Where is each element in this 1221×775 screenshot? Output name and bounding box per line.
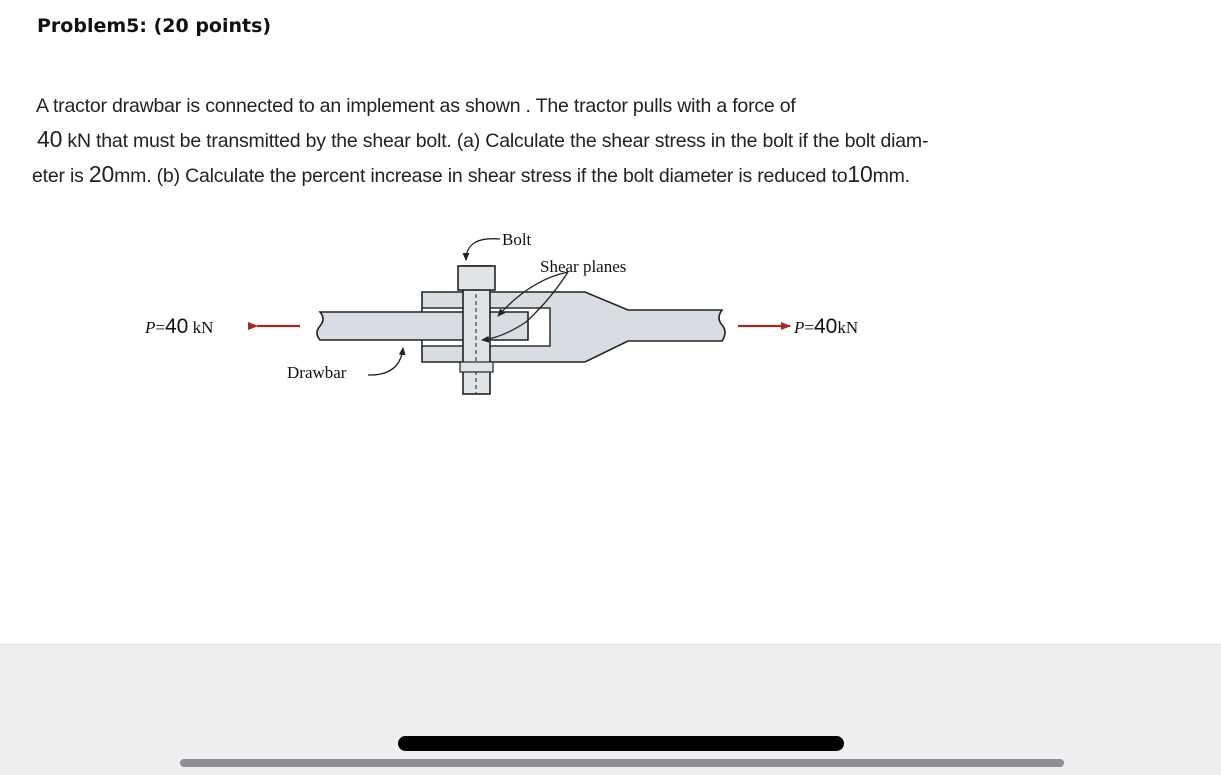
statement-line-3-c: mm. — [872, 165, 910, 187]
diameter-value-1: 20 — [88, 161, 115, 187]
right-force-label: P=40kN — [794, 315, 859, 338]
statement-line-1: A tractor drawbar is connected to an implement as shown . The tractor pulls with a force of — [36, 95, 796, 117]
horizontal-scrollbar[interactable] — [180, 759, 1064, 767]
problem-title: Problem5: (20 points) — [37, 15, 272, 37]
statement-line-3 — [32, 158, 1156, 193]
drawbar-figure — [130, 222, 910, 407]
statement-line-3-a: eter is — [32, 165, 89, 187]
left-force-label: P=40 kN — [145, 315, 214, 338]
shear-planes-label: Shear planes — [540, 257, 627, 276]
statement-line-3-b: mm. (b) Calculate the percent increase in shear stress if the bolt diameter is reduced to — [114, 165, 848, 187]
statement-line-2-text: kN that must be transmitted by the shear bolt. (a) Calculate the shear stress in the bolt if the bolt diam- — [62, 130, 929, 152]
problem-statement — [32, 90, 1156, 193]
force-value: 40 — [37, 126, 63, 152]
drawbar-label: Drawbar — [287, 363, 347, 382]
bolt-label: Bolt — [502, 230, 532, 249]
bottom-toolbar-area — [0, 644, 1221, 775]
diameter-value-2: 10 — [847, 161, 873, 187]
statement-line-2 — [37, 123, 1156, 158]
drawbar-bar — [317, 312, 528, 340]
bolt-head — [458, 266, 495, 290]
home-indicator[interactable] — [398, 736, 844, 751]
bolt-nut — [460, 362, 493, 372]
